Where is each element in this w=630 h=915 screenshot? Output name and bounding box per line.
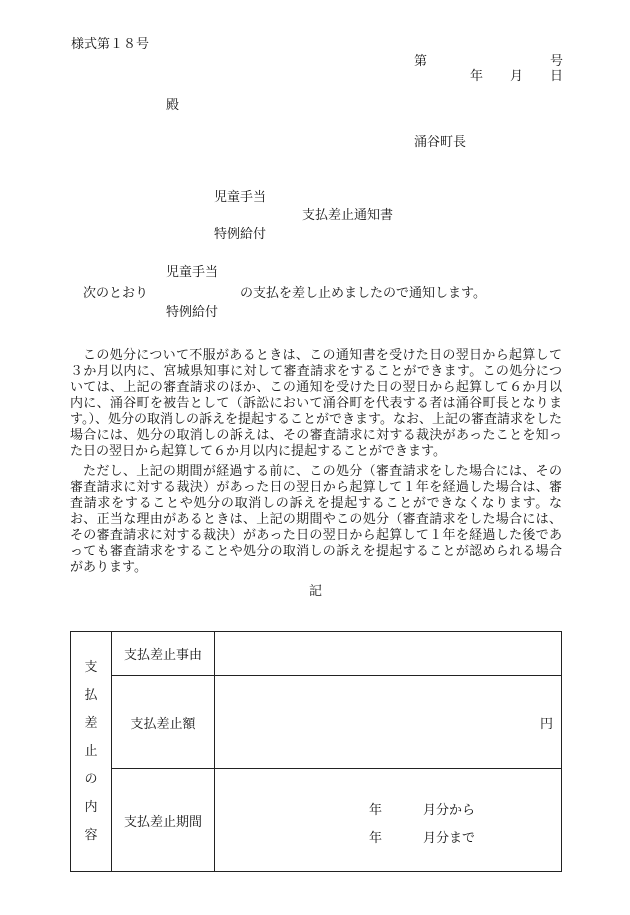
instruction-paragraph-1: この処分について不服があるときは、この通知書を受けた日の翌日から起算して３か月以内に、宮城県知事に対して審査請求をすることができます。この処分については、上記の審査請求のほか、この通知を受けた日の翌日から起算して６か月以内に、涌谷町を被告として（訴訟において涌谷町を代表する者は涌谷町長となります。）、処分の取消しの訴えを提起することができます。なお、上記の審査請求をした場合には、処分の取消しの訴えは、その審査請求に対する裁決があったことを知った日の翌日から起算して６か月以内に提起することができます。 — [70, 348, 562, 459]
document-title: 支払差止通知書 — [302, 208, 394, 223]
ki-heading: 記 — [309, 584, 323, 599]
period-value-field[interactable] — [215, 769, 562, 872]
period-from-year: 年 — [369, 803, 383, 818]
amount-label: 支払差止額 — [112, 676, 215, 769]
notice-lead: 次のとおり — [83, 286, 149, 301]
notice-tail: の支払を差し止めましたので通知します。 — [240, 286, 486, 301]
amount-unit: 円 — [539, 716, 553, 732]
notice-stack-top: 児童手当 — [166, 265, 219, 280]
period-from — [369, 799, 475, 818]
reason-label: 支払差止事由 — [112, 632, 215, 676]
document-number-suffix: 号 — [550, 54, 564, 69]
date-day-label: 日 — [550, 69, 564, 84]
section-label-char: 止 — [84, 743, 98, 759]
title-stack-top: 児童手当 — [214, 190, 267, 205]
instruction-paragraph-2: ただし、上記の期間が経過する前に、この処分（審査請求をした場合には、その審査請求に対する裁決）があった日の翌日から起算して１年を経過した場合は、審査請求をすることや処分の取消しの訴えを提起することができなくなります。なお、正当な理由があるときは、上記の期間やこの処分（審査請求をした場合には、その審査請求に対する裁決）があった日の翌日から起算して１年を経過した後であっても審査請求をすることや処分の取消しの訴えを提起することが認められる場合があります。 — [70, 464, 562, 575]
section-label-char: 支 — [84, 659, 98, 675]
date-year-label: 年 — [470, 69, 484, 84]
section-label-char: 容 — [84, 827, 98, 843]
section-label-char: 内 — [84, 799, 98, 815]
section-label-char: 差 — [84, 715, 98, 731]
reason-value-field[interactable] — [215, 632, 562, 676]
date-month-label: 月 — [510, 69, 524, 84]
title-stack-bottom: 特例給付 — [214, 227, 267, 242]
section-label-vertical — [71, 632, 112, 872]
form-number: 様式第１８号 — [71, 37, 150, 52]
period-label: 支払差止期間 — [112, 769, 215, 872]
notice-stack-bottom: 特例給付 — [166, 305, 219, 320]
amount-value-field[interactable] — [215, 676, 562, 769]
document-number-prefix: 第 — [414, 54, 428, 69]
period-from-month: 月分から — [423, 803, 476, 818]
issuer-name: 涌谷町長 — [414, 135, 467, 150]
section-label-char: 払 — [84, 687, 98, 703]
section-label-char: の — [84, 771, 98, 787]
period-to — [369, 827, 475, 846]
suspension-details-table — [70, 631, 562, 872]
period-to-year: 年 — [369, 831, 383, 846]
period-to-month: 月分まで — [423, 831, 476, 846]
recipient-honorific: 殿 — [166, 98, 180, 113]
